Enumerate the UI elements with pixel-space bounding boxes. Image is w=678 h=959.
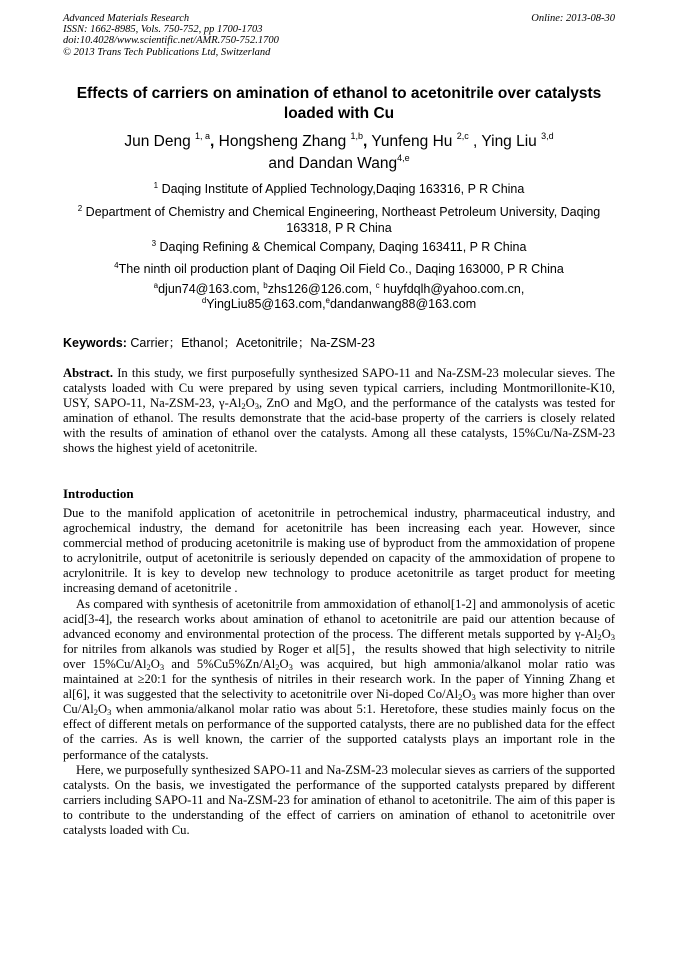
keywords-text: Carrier；Ethanol；Acetonitrile；Na-ZSM-23 — [130, 336, 375, 350]
affiliation-mark: 2 — [77, 204, 83, 213]
subscript: 3 — [254, 401, 259, 412]
abstract-text: In this study, we first purposefully synthesized SAPO-11 and Na-ZSM-23 molecular sieves. The catalysts loaded with Cu were prepared by using seven typical carriers, including Montmorillonite-K10, USY, SAPO-11, Na-ZSM-23, γ-Al — [63, 366, 615, 411]
abstract-text: , ZnO and MgO, and the performance of the catalysts was tested for amination of ethanol. The results demonstrate that the acid-base property of the carriers is closely related with the results of amination of ethanol over the catalysts. Among all these catalysts, 15%Cu/Na-ZSM-23 shows the highest yield of acetonitrile. — [63, 396, 615, 456]
affiliation-text: 163318, P R China — [286, 220, 392, 235]
formula-text: O — [462, 687, 472, 702]
affiliation-text: Department of Chemistry and Chemical Engineering, Northeast Petroleum University, Daqing — [85, 205, 601, 219]
author-name: Jun Deng — [124, 133, 191, 150]
introduction-body — [63, 506, 615, 838]
affiliation-4 — [63, 262, 615, 278]
affiliation-text: Daqing Institute of Applied Technology,Daqing 163316, P R China — [161, 182, 525, 196]
subscript: 3 — [159, 661, 165, 672]
subscript: 2 — [146, 661, 151, 672]
email-mark: d — [201, 296, 207, 305]
section-heading-introduction: Introduction — [63, 486, 134, 501]
author-affil-mark: 4,e — [397, 153, 410, 163]
paragraph-text: when ammonia/alkanol molar ratio was about 5:1. Heretofore, these studies mainly focus on the effect of different metals on performance of the supported catalysts, there are no published data for the effect of the carries. As is well known, the carrier of the supported catalysts plays an important role in the performance of the catalysts. — [63, 702, 615, 762]
journal-metadata — [63, 13, 279, 58]
author-affil-mark: 3,d — [541, 131, 554, 141]
paper-title — [63, 84, 615, 124]
email-mark: e — [325, 296, 330, 305]
subscript: 3 — [610, 631, 615, 642]
paragraph: Here, we purposefully synthesized SAPO-11 and Na-ZSM-23 molecular sieves as carriers of the supported catalysts. On the basis, we investigated the performance of the supported catalysts prepared by different carriers including SAPO-11 and Na-ZSM-23 for amination of ethanol to acetonitrile. The aim of this paper is to contribute to the understanding of the effect of carriers on amination of ethanol to acetonitrile over catalysts loaded with Cu. — [63, 762, 615, 837]
email-address[interactable]: YingLiu85@163.com, — [206, 297, 326, 311]
paragraph — [63, 597, 615, 763]
subscript: 3 — [288, 661, 293, 672]
paragraph-text: was acquired, but high ammonia/alkanol molar ratio was maintained at ≥20:1 for the synthesis of nitriles in their research work. In the paper of Yinning Zhang et al[6], it was suggested that the selectivity to acetonitrile over Ni-doped Co/Al — [63, 656, 615, 702]
email-mark: c — [375, 281, 380, 290]
affiliation-3 — [63, 240, 615, 256]
author-affil-mark: 1,b — [350, 131, 364, 141]
online-date: Online: 2013-08-30 — [531, 13, 615, 24]
email-address[interactable]: dandanwang88@163.com — [330, 297, 477, 311]
author-name: Ying Liu — [481, 133, 537, 150]
affiliation-mark: 1 — [153, 181, 159, 190]
author-name: Hongsheng Zhang — [218, 133, 347, 150]
copyright-line: © 2013 Trans Tech Publications Ltd, Switzerland — [63, 46, 271, 58]
affiliation-text: The ninth oil production plant of Daqing Oil Field Co., Daqing 163000, P R China — [118, 262, 564, 276]
subscript: 2 — [275, 661, 280, 672]
affiliation-1 — [63, 182, 615, 198]
author-list: Jun Deng $^{1, a}$, Hongsheng Zhang $^{1,b}$, Yunfeng Hu $^{2,c}$ , Ying Liu $^{3,d}$ and Dandan Wang$^{4,e}$ — [124, 131, 554, 172]
title-line-1: Effects of carriers on amination of ethanol to acetonitrile over catalysts — [76, 85, 602, 102]
subscript: 3 — [471, 692, 476, 703]
email-address[interactable]: djun74@163.com, — [158, 282, 260, 296]
issn-line: ISSN: 1662-8985, Vols. 750-752, pp 1700-1703 — [63, 24, 263, 36]
subscript: 2 — [458, 692, 463, 703]
abstract — [63, 366, 615, 457]
author-conjunction: and — [268, 155, 295, 172]
email-mark: a — [153, 281, 159, 290]
formula-text: O — [245, 396, 255, 411]
author-affil-mark: 1, a — [195, 131, 211, 141]
email-address[interactable]: zhs126@126.com, — [267, 282, 373, 296]
affiliation-2 — [63, 205, 615, 236]
subscript: 3 — [107, 707, 112, 718]
keywords — [63, 333, 375, 351]
email-address[interactable]: huyfdqlh@yahoo.com.cn, — [383, 282, 525, 296]
formula-text: O — [98, 702, 108, 717]
author-emails — [63, 282, 615, 312]
formula-text: O — [601, 626, 611, 641]
abstract-label: Abstract. — [63, 366, 114, 380]
affiliation-text: Daqing Refining & Chemical Company, Daqing 163411, P R China — [159, 240, 527, 254]
paragraph-text: for nitriles from alkanols was studied by Roger et al[5]，the results showed that high selectivity to nitrile over 15%Cu/Al — [63, 641, 615, 671]
title-line-2: loaded with Cu — [283, 105, 395, 122]
formula-text: O — [150, 656, 160, 671]
author-affil-mark: 2,c — [456, 131, 469, 141]
subscript: 2 — [597, 631, 602, 642]
author-name: Dandan Wang — [298, 155, 398, 172]
paragraph-text: As compared with synthesis of acetonitrile from ammoxidation of ethanol[1-2] and ammonolysis of acetic acid[3-4], the research works about amination of ethanol to acetonitrile are paid our attention because of advanced economy and environmental protection of the process. The different metals supported by γ-Al — [63, 596, 615, 641]
subscript: 2 — [93, 707, 99, 718]
email-mark: b — [263, 281, 268, 290]
subscript: 2 — [241, 401, 246, 412]
keywords-label: Keywords: — [63, 336, 127, 350]
affiliation-mark: 4 — [114, 261, 119, 270]
doi-line: doi:10.4028/www.scientific.net/AMR.750-752.1700 — [63, 35, 279, 47]
paragraph: Due to the manifold application of acetonitrile in petrochemical industry, pharmaceutical industry, and agrochemical industry, the demand for acetonitrile has been increasing each year. However, since commercial method of producing acetonitrile is making use of byproduct from the ammoxidation of propene to acrylonitrile, output of acetonitrile is seriously depended on capacity of the ammoxidation of propene to acrylonitrile. It is key to develop new technology to produce acetonitrile as target product for meeting increasing demand of acetonitrile . — [63, 506, 615, 596]
affiliation-mark: 3 — [151, 239, 157, 248]
paragraph-text: and 5%Cu5%Zn/Al — [164, 656, 276, 671]
formula-text: O — [279, 656, 289, 671]
paragraph-text: was more higher than over Cu/Al — [63, 687, 615, 717]
journal-name: Advanced Materials Research — [63, 13, 190, 24]
author-name: Yunfeng Hu — [371, 133, 453, 150]
